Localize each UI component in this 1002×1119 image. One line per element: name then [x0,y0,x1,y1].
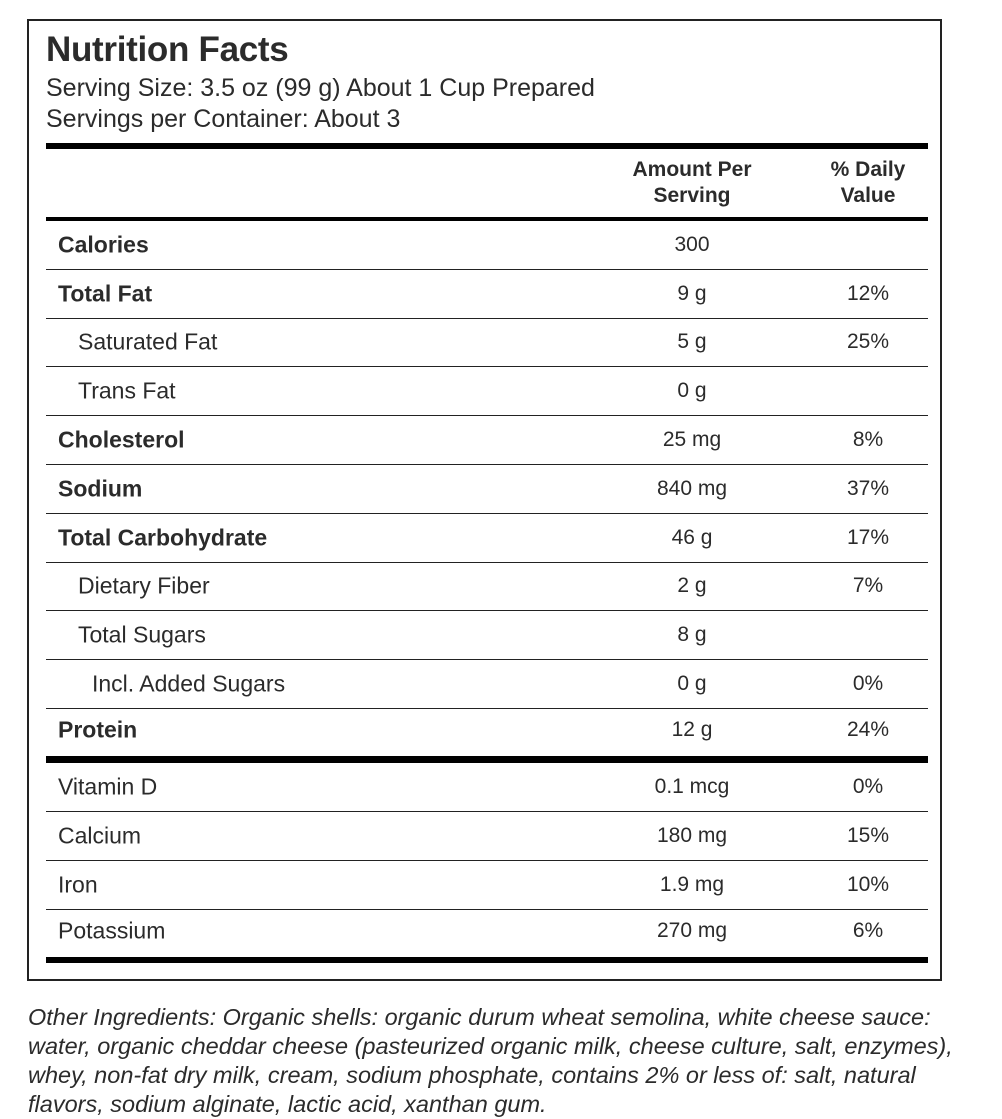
vitamin-amount: 180 mg [656,823,728,847]
nutrient-row-dietary-fiber [46,563,928,612]
nutrient-amount: 46 g [671,525,713,549]
vitamin-row-potassium [46,910,928,963]
nutrient-row-total-carbohydrate [46,514,928,563]
vitamin-row-calcium [46,812,928,861]
nutrient-amount: 12 g [671,718,713,742]
nutrient-amount: 0 g [677,379,707,403]
nutrient-row-total-fat [46,270,928,319]
vitamin-daily-value: 15% [846,823,890,847]
nutrient-daily-value: 17% [846,525,890,549]
nutrition-facts-panel [27,19,942,981]
nutrient-name: Total Fat [58,280,153,307]
other-ingredients-text: Other Ingredients: Organic shells: organic durum wheat semolina, white cheese sauce: water, organic cheddar cheese (pasteurized organic milk, cheese culture, salt, enzymes), whey, non-fat dry milk, cream, sodium phosphate, contains 2% or less of: salt, natural flavors, sodium alginate, lactic acid, xanthan gum. [28,1004,953,1117]
nutrient-amount: 25 mg [662,428,722,452]
vitamin-amount: 270 mg [656,919,728,943]
nutrient-amount: 300 [674,232,710,256]
nutrient-name: Incl. Added Sugars [92,670,286,697]
vitamin-daily-value: 0% [852,774,884,798]
vitamin-name: Iron [58,871,98,898]
nutrient-amount: 2 g [677,574,707,598]
nutrient-row-saturated-fat [46,319,928,368]
nutrient-row-protein [46,709,928,763]
vitamin-amount: 0.1 mcg [654,774,730,798]
vitamin-daily-value: 10% [846,872,890,896]
vitamin-name: Potassium [58,917,166,944]
nutrient-name: Total Sugars [78,621,206,648]
nutrient-daily-value: 24% [846,718,890,742]
nutrient-name: Sodium [58,475,143,502]
vitamin-daily-value: 6% [852,919,884,943]
nutrient-name: Protein [58,716,138,743]
nutrient-row-trans-fat [46,367,928,416]
nutrient-name: Dietary Fiber [78,572,210,599]
nutrient-table [46,221,928,963]
nutrient-row-calories [46,221,928,270]
nutrient-row-added-sugars [46,660,928,709]
nutrient-name: Cholesterol [58,426,185,453]
nutrient-amount: 840 mg [656,476,728,500]
vitamin-amount: 1.9 mg [659,872,725,896]
panel-title: Nutrition Facts [46,30,289,69]
header-daily-value: % Daily Value [830,158,906,207]
nutrient-row-cholesterol [46,416,928,465]
table-header [46,149,928,217]
nutrient-amount: 0 g [677,672,707,696]
nutrient-row-total-sugars [46,611,928,660]
nutrient-daily-value: 8% [852,428,884,452]
vitamin-name: Vitamin D [58,773,158,800]
nutrient-amount: 8 g [677,623,707,647]
nutrient-daily-value: 0% [852,672,884,696]
serving-size: Serving Size: 3.5 oz (99 g) About 1 Cup Prepared [46,74,595,102]
nutrient-name: Total Carbohydrate [58,524,268,551]
nutrient-daily-value: 7% [852,574,884,598]
nutrient-amount: 9 g [677,281,707,305]
header-amount-per-serving: Amount Per Serving [632,158,752,207]
nutrient-daily-value: 37% [846,476,890,500]
nutrient-amount: 5 g [677,330,707,354]
nutrient-name: Saturated Fat [78,328,218,355]
nutrient-name: Calories [58,231,149,258]
nutrient-row-sodium [46,465,928,514]
nutrient-name: Trans Fat [78,377,176,404]
nutrient-daily-value: 25% [846,330,890,354]
nutrient-daily-value: 12% [846,281,890,305]
vitamin-name: Calcium [58,822,142,849]
vitamin-row-vitamin-d [46,763,928,812]
vitamin-row-iron [46,861,928,910]
servings-per-container: Servings per Container: About 3 [46,105,401,133]
